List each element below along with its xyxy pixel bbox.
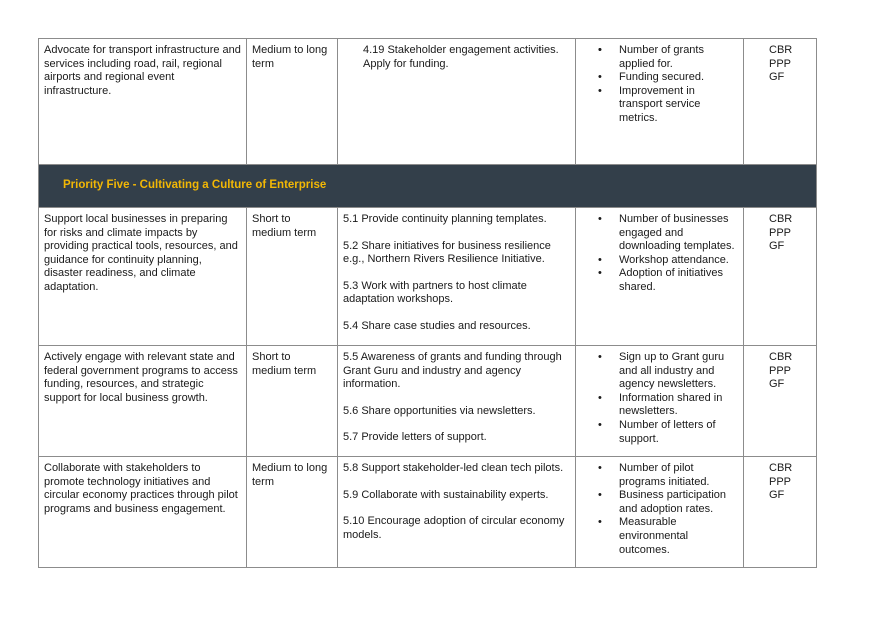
actions-cell [338, 208, 576, 346]
objective-cell: Collaborate with stakeholders to promote technology initiatives and circular economy practices through pilot programs and business engagement. [39, 457, 247, 568]
action-item: 5.10 Encourage adoption of circular economy models. [343, 515, 565, 541]
measure-item: • Number of letters of support. [619, 419, 738, 446]
action-item: 5.1 Provide continuity planning templates. [343, 213, 547, 225]
actions-cell [338, 346, 576, 457]
funding-code: PPP [769, 226, 792, 239]
timeframe-cell: Short to medium term [247, 208, 338, 346]
measures-cell [576, 39, 744, 165]
measure-item: • Business participation and adoption rates. [619, 489, 738, 516]
measure-item: • Number of pilot programs initiated. [619, 462, 738, 489]
measures-list [581, 44, 738, 126]
measures-list [581, 462, 738, 557]
measure-item: • Information shared in newsletters. [619, 392, 738, 419]
funding-cell [744, 346, 817, 457]
action-item: 5.5 Awareness of grants and funding through Grant Guru and industry and agency information. [343, 351, 562, 391]
action-item: 4.19 Stakeholder engagement activities. Apply for funding. [363, 44, 559, 70]
action-item: 5.9 Collaborate with sustainability experts. [343, 488, 549, 501]
funding-cell [744, 457, 817, 568]
measure-item: • Number of businesses engaged and downloading templates. [619, 213, 738, 254]
action-item: 5.2 Share initiatives for business resilience e.g., Northern Rivers Resilience Initiative. [343, 239, 551, 266]
action-item: 5.3 Work with partners to host climate adaptation workshops. [343, 279, 527, 306]
measures-cell [576, 457, 744, 568]
action-item: 5.6 Share opportunities via newsletters. [343, 404, 536, 417]
measure-item: • Workshop attendance. [619, 254, 738, 268]
funding-code: PPP [769, 364, 792, 377]
action-item: 5.8 Support stakeholder-led clean tech pilots. [343, 462, 564, 474]
measures-list [581, 351, 738, 446]
measure-item: • Sign up to Grant guru and all industry and agency newsletters. [619, 351, 738, 392]
objective-cell: Advocate for transport infrastructure and services including road, rail, regional airports and regional event infrastructure. [39, 39, 247, 165]
funding-cell [744, 208, 817, 346]
measure-item: • Number of grants applied for. [619, 44, 738, 71]
priority-header-row [39, 165, 817, 208]
action-item: 5.4 Share case studies and resources. [343, 319, 531, 332]
measure-item: • Funding secured. [619, 71, 738, 85]
table-row [39, 208, 817, 346]
timeframe-cell: Medium to long term [247, 39, 338, 165]
actions-cell [338, 39, 576, 165]
timeframe-cell: Short to medium term [247, 346, 338, 457]
measure-item: • Improvement in transport service metrics. [619, 85, 738, 126]
actions-cell [338, 457, 576, 568]
funding-code: GF [769, 489, 785, 502]
measure-item: • Adoption of initiatives shared. [619, 267, 738, 294]
funding-code: GF [769, 71, 785, 84]
funding-code: GF [769, 378, 785, 391]
priority-title: Priority Five - Cultivating a Culture of Enterprise [39, 165, 817, 208]
funding-cell [744, 39, 817, 165]
measures-cell [576, 208, 744, 346]
funding-code: CBR [769, 213, 793, 225]
measure-item: • Measurable environmental outcomes. [619, 516, 738, 557]
funding-code: CBR [769, 462, 793, 474]
objective-cell: Actively engage with relevant state and federal government programs to access funding, resources, and strategic support for local business growth. [39, 346, 247, 457]
action-plan-table [38, 38, 817, 568]
funding-code: CBR [769, 44, 793, 56]
measures-cell [576, 346, 744, 457]
table-row [39, 346, 817, 457]
funding-code: PPP [769, 475, 792, 488]
measures-list [581, 213, 738, 295]
action-item: 5.7 Provide letters of support. [343, 431, 487, 444]
table-row [39, 457, 817, 568]
funding-code: CBR [769, 351, 793, 363]
objective-cell: Support local businesses in preparing for risks and climate impacts by providing practical tools, resources, and guidance for continuity planning, disaster readiness, and climate adaptation. [39, 208, 247, 346]
funding-code: PPP [769, 57, 792, 70]
timeframe-cell: Medium to long term [247, 457, 338, 568]
table-row [39, 39, 817, 165]
funding-code: GF [769, 240, 785, 253]
